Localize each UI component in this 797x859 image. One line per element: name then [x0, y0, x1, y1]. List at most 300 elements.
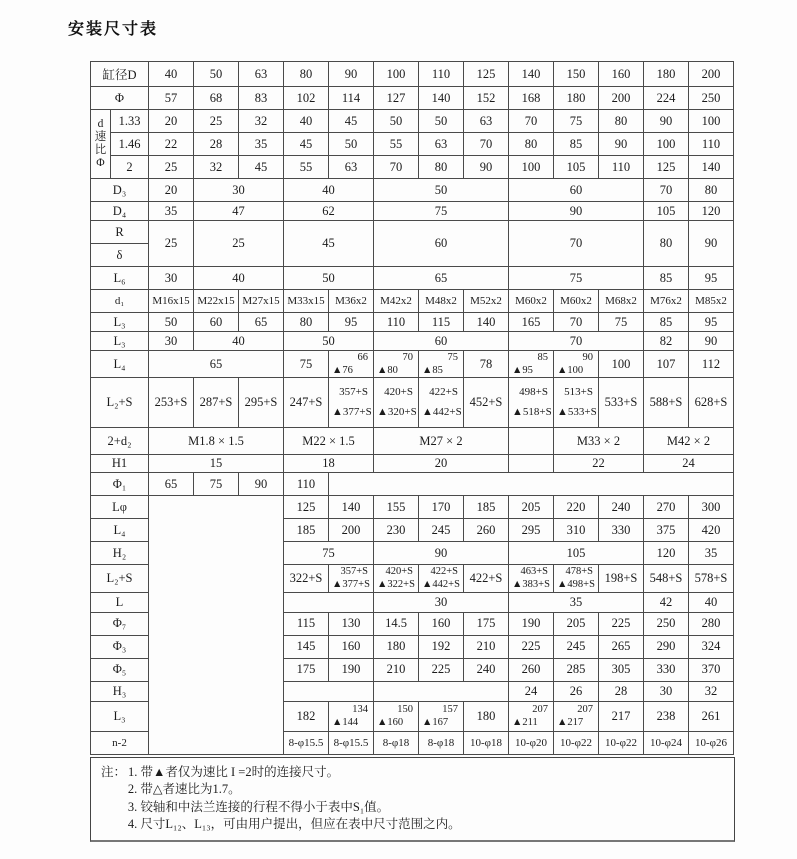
table-cell: 125: [284, 496, 329, 519]
table-cell: [374, 681, 509, 701]
table-cell: M85x2: [689, 290, 734, 313]
table-cell: 185: [464, 496, 509, 519]
table-cell: 127: [374, 87, 419, 110]
table-cell: 230: [374, 519, 419, 542]
notes-prefix: 注：: [101, 764, 127, 779]
table-cell: 68: [194, 87, 239, 110]
table-cell: 65: [149, 351, 284, 378]
table-cell: 85: [644, 313, 689, 332]
row-label: L₂+S: [91, 378, 149, 428]
table-cell: 102: [284, 87, 329, 110]
notes: [90, 757, 735, 842]
row-label: H₂: [91, 542, 149, 565]
table-cell: 100: [644, 133, 689, 156]
cell-line: ▲498+S: [557, 579, 595, 591]
row-label: R: [91, 221, 149, 244]
cell-line: 478+S: [565, 566, 593, 578]
table-cell: 50: [149, 313, 194, 332]
table-cell: 107: [644, 351, 689, 378]
table-cell: 265: [599, 635, 644, 658]
table-cell: 105: [509, 542, 644, 565]
table-cell: 32: [194, 156, 239, 179]
table-cell: 220: [554, 496, 599, 519]
row-label: [91, 110, 111, 179]
table-cell: M27x15: [239, 290, 284, 313]
table-row: [91, 455, 734, 473]
table-cell: 10-φ26: [689, 731, 734, 754]
table-row: [91, 351, 734, 378]
table-cell: 140: [329, 496, 374, 519]
table-cell: 100: [689, 110, 734, 133]
table-cell: 247+S: [284, 378, 329, 428]
cell-line: 70: [402, 352, 413, 363]
table-cell: 140: [689, 156, 734, 179]
table-cell: 305: [599, 658, 644, 681]
table-cell: 250: [644, 612, 689, 635]
table-row: [91, 378, 734, 428]
table-cell: 8-φ15.5: [329, 731, 374, 754]
table-cell: 40: [149, 62, 194, 87]
table-cell: [554, 378, 599, 428]
table-cell: 47: [194, 202, 284, 221]
table-cell: [329, 378, 374, 428]
table-cell: [329, 565, 374, 592]
table-cell: 70: [644, 179, 689, 202]
table-cell: [374, 378, 419, 428]
table-cell: 628+S: [689, 378, 734, 428]
row-label: L₄: [91, 519, 149, 542]
table-cell: 25: [194, 221, 284, 267]
table-cell: 35: [149, 202, 194, 221]
table-row: [91, 221, 734, 244]
table-cell: 25: [194, 110, 239, 133]
table-cell: 10-φ20: [509, 731, 554, 754]
table-cell: 238: [644, 701, 689, 731]
cell-line: 150: [397, 703, 413, 715]
table-cell: 105: [644, 202, 689, 221]
row-label: d₁: [91, 290, 149, 313]
table-cell: 80: [599, 110, 644, 133]
row-label: D₄: [91, 202, 149, 221]
table-cell: 65: [149, 473, 194, 496]
cell-line: ▲80: [377, 365, 398, 377]
table-cell: 182: [284, 701, 329, 731]
table-cell: 114: [329, 87, 374, 110]
table-cell: 324: [689, 635, 734, 658]
table-cell: 375: [644, 519, 689, 542]
table-cell: 253+S: [149, 378, 194, 428]
table-cell: 95: [689, 267, 734, 290]
table-cell: 75: [599, 313, 644, 332]
table-cell: 185: [284, 519, 329, 542]
note-line: [101, 764, 726, 782]
table-cell: 105: [554, 156, 599, 179]
table-cell: 63: [329, 156, 374, 179]
table-cell: 30: [149, 267, 194, 290]
table-cell: 260: [464, 519, 509, 542]
table-cell: 285: [554, 658, 599, 681]
table-cell: 115: [419, 313, 464, 332]
note-line-text: 4. 尺寸L₁₂、L₁₃，可由用户提出，但应在表中尺寸范围之内。: [127, 817, 461, 831]
cell-line: 75: [447, 352, 458, 363]
table-cell: M22 × 1.5: [284, 428, 374, 455]
table-cell: 24: [644, 455, 734, 473]
table-cell: 90: [464, 156, 509, 179]
cell-line: 463+S: [520, 566, 548, 578]
cell-line: ▲322+S: [377, 579, 415, 591]
row-label: L: [91, 592, 149, 612]
table-cell: 75: [284, 351, 329, 378]
table-cell: 90: [689, 332, 734, 351]
table-cell: 155: [374, 496, 419, 519]
table-cell: 40: [284, 179, 374, 202]
table-cell: 35: [509, 592, 644, 612]
table-cell: 322+S: [284, 565, 329, 592]
table-cell: 110: [419, 62, 464, 87]
table-row: [91, 290, 734, 313]
table-cell: 28: [599, 681, 644, 701]
table-cell: 20: [374, 455, 509, 473]
table-row: [91, 313, 734, 332]
table-row: [91, 332, 734, 351]
table-cell: 175: [464, 612, 509, 635]
table-cell: [509, 455, 554, 473]
table-cell: 20: [149, 110, 194, 133]
table-cell: [374, 701, 419, 731]
table-cell: 452+S: [464, 378, 509, 428]
note-line-text: 3. 铰轴和中法兰连接的行程不得小于表中S₁值。: [127, 799, 390, 814]
table-cell: 145: [284, 635, 329, 658]
table-cell: M27 × 2: [374, 428, 509, 455]
table-cell: 200: [599, 87, 644, 110]
table-cell: 90: [689, 221, 734, 267]
table-cell: M36x2: [329, 290, 374, 313]
table-cell: 22: [149, 133, 194, 156]
table-cell: 224: [644, 87, 689, 110]
table-cell: 240: [599, 496, 644, 519]
table-cell: 25: [149, 221, 194, 267]
table-cell: 50: [419, 110, 464, 133]
cell-line: ▲211: [512, 717, 538, 728]
table-cell: M42x2: [374, 290, 419, 313]
table-cell: 57: [149, 87, 194, 110]
table-cell: 70: [509, 221, 644, 267]
table-cell: 261: [689, 701, 734, 731]
table-cell: 45: [284, 133, 329, 156]
table-cell: 533+S: [599, 378, 644, 428]
table-cell: M60x2: [509, 290, 554, 313]
table-cell: 225: [509, 635, 554, 658]
table-cell: 330: [644, 658, 689, 681]
table-cell: 280: [689, 612, 734, 635]
table-cell: 210: [464, 635, 509, 658]
table-cell: 32: [689, 681, 734, 701]
table-cell: 35: [689, 542, 734, 565]
cell-line: 498+S: [519, 385, 548, 398]
table-cell: 110: [599, 156, 644, 179]
table-cell: 160: [419, 612, 464, 635]
table-cell: 63: [239, 62, 284, 87]
table-cell: 90: [329, 62, 374, 87]
cell-line: ▲383+S: [512, 579, 550, 591]
note-line: [101, 816, 726, 834]
table-cell: 245: [419, 519, 464, 542]
table-cell: 45: [284, 221, 374, 267]
table-cell: 125: [644, 156, 689, 179]
table-cell: M68x2: [599, 290, 644, 313]
table-cell: 115: [284, 612, 329, 635]
table-cell: 180: [374, 635, 419, 658]
table-cell: 80: [284, 313, 329, 332]
row-label: H₃: [91, 681, 149, 701]
table-cell: 20: [149, 179, 194, 202]
cell-line: ▲442+S: [422, 579, 460, 591]
table-cell: 160: [329, 635, 374, 658]
cell-line: 134: [352, 703, 368, 715]
row-label: Lφ: [91, 496, 149, 519]
table-cell: 270: [644, 496, 689, 519]
table-cell: 50: [374, 110, 419, 133]
row-label: L₆: [91, 267, 149, 290]
table-cell: 190: [329, 658, 374, 681]
cell-line: 420+S: [385, 566, 413, 578]
table-cell: 175: [284, 658, 329, 681]
table-cell: 70: [509, 110, 554, 133]
table-cell: 205: [554, 612, 599, 635]
table-cell: 100: [509, 156, 554, 179]
row-label: Φ: [91, 87, 149, 110]
table-cell: 60: [374, 221, 509, 267]
table-cell: 95: [329, 313, 374, 332]
table-cell: [329, 701, 374, 731]
note-line: [101, 799, 726, 817]
table-cell: 22: [554, 455, 644, 473]
cell-line: 速: [94, 131, 107, 144]
cell-line: ▲442+S: [422, 406, 462, 419]
table-cell: 75: [194, 473, 239, 496]
table-cell: [284, 592, 374, 612]
cell-line: Φ: [96, 156, 105, 169]
table-cell: 140: [419, 87, 464, 110]
table-cell: [509, 428, 554, 455]
cell-line: ▲167: [422, 717, 449, 728]
table-body: [91, 62, 734, 755]
cell-line: ▲518+S: [512, 406, 552, 419]
table-cell: M22x15: [194, 290, 239, 313]
cell-line: 157: [442, 703, 458, 715]
table-cell: 50: [194, 62, 239, 87]
table-cell: 225: [419, 658, 464, 681]
table-cell: 15: [149, 455, 284, 473]
row-label: 1.46: [111, 133, 149, 156]
table-cell: 192: [419, 635, 464, 658]
table-cell: 250: [689, 87, 734, 110]
cell-line: ▲377+S: [332, 579, 370, 591]
table-cell: 110: [374, 313, 419, 332]
table-row: [91, 133, 734, 156]
table-cell: 300: [689, 496, 734, 519]
table-cell: 200: [689, 62, 734, 87]
table-cell: 112: [689, 351, 734, 378]
table-cell: M76x2: [644, 290, 689, 313]
table-cell: 75: [509, 267, 644, 290]
cell-line: 85: [537, 352, 548, 363]
table-cell: 100: [599, 351, 644, 378]
table-cell: [284, 681, 374, 701]
row-label: Φ₃: [91, 635, 149, 658]
table-cell: 70: [554, 313, 599, 332]
table-cell: 82: [644, 332, 689, 351]
table-cell: 18: [284, 455, 374, 473]
table-cell: [374, 351, 419, 378]
row-label: n-2: [91, 731, 149, 754]
cell-line: ▲100: [557, 365, 584, 377]
table-row: [91, 202, 734, 221]
row-label: 2: [111, 156, 149, 179]
table-cell: 200: [329, 519, 374, 542]
cell-line: 357+S: [340, 566, 368, 578]
table-cell: 152: [464, 87, 509, 110]
page-title: 安装尺寸表: [68, 21, 159, 38]
table-cell: 90: [599, 133, 644, 156]
table-cell: 40: [689, 592, 734, 612]
table-cell: 30: [149, 332, 194, 351]
table-cell: 10-φ18: [464, 731, 509, 754]
table-cell: 150: [554, 62, 599, 87]
row-label: 1.33: [111, 110, 149, 133]
table-cell: 26: [554, 681, 599, 701]
table-cell: 140: [464, 313, 509, 332]
table-cell: [419, 378, 464, 428]
table-cell: 370: [689, 658, 734, 681]
table-row: [91, 156, 734, 179]
table-cell: 578+S: [689, 565, 734, 592]
table-cell: 90: [509, 202, 644, 221]
cell-line: ▲160: [377, 717, 404, 728]
table-cell: 40: [194, 332, 284, 351]
table-cell: 210: [374, 658, 419, 681]
table-cell: 548+S: [644, 565, 689, 592]
table-cell: 240: [464, 658, 509, 681]
table-cell: 198+S: [599, 565, 644, 592]
table-cell: 42: [644, 592, 689, 612]
table-cell: 83: [239, 87, 284, 110]
table-cell: 120: [689, 202, 734, 221]
table-cell: 8-φ18: [419, 731, 464, 754]
table-cell: 8-φ15.5: [284, 731, 329, 754]
table-cell: 75: [284, 542, 374, 565]
table-cell: 170: [419, 496, 464, 519]
table-cell: 588+S: [644, 378, 689, 428]
cell-line: 90: [582, 352, 593, 363]
table-cell: 110: [284, 473, 329, 496]
cell-line: 422+S: [429, 385, 458, 398]
table-cell: 120: [644, 542, 689, 565]
table-row: [91, 87, 734, 110]
row-label: 2+d₂: [91, 428, 149, 455]
row-label: Φ₁: [91, 473, 149, 496]
table-cell: 30: [644, 681, 689, 701]
row-label: L₃: [91, 313, 149, 332]
table-cell: 24: [509, 681, 554, 701]
table-cell: [554, 565, 599, 592]
table-cell: 310: [554, 519, 599, 542]
row-label: L₃: [91, 332, 149, 351]
table-cell: 130: [329, 612, 374, 635]
table-cell: [419, 351, 464, 378]
table-cell: 50: [329, 133, 374, 156]
row-label: Φ₇: [91, 612, 149, 635]
note-line-text: 1. 带▲者仅为速比 I =2时的连接尺寸。: [128, 764, 340, 779]
table-cell: M60x2: [554, 290, 599, 313]
row-label: L₄: [91, 351, 149, 378]
table-cell: 160: [599, 62, 644, 87]
table-row: [91, 473, 734, 496]
table-cell: 65: [239, 313, 284, 332]
table-cell: [329, 473, 734, 496]
table-cell: 245: [554, 635, 599, 658]
table-cell: M16x15: [149, 290, 194, 313]
cell-line: 357+S: [339, 385, 368, 398]
table-cell: M33 × 2: [554, 428, 644, 455]
cell-line: 66: [357, 352, 368, 363]
table-cell: 205: [509, 496, 554, 519]
cell-line: 207: [532, 703, 548, 715]
table-row: [91, 179, 734, 202]
table-cell: 180: [644, 62, 689, 87]
table-cell: 50: [284, 332, 374, 351]
table-cell: 420: [689, 519, 734, 542]
row-label: Φ₅: [91, 658, 149, 681]
table-row: [91, 62, 734, 87]
table-cell: [419, 701, 464, 731]
table-cell: 65: [374, 267, 509, 290]
table-cell: 422+S: [464, 565, 509, 592]
table-cell: M52x2: [464, 290, 509, 313]
cell-line: ▲85: [422, 365, 443, 377]
table-cell: 190: [509, 612, 554, 635]
table-cell: 90: [644, 110, 689, 133]
cell-line: ▲95: [512, 365, 533, 377]
table-cell: 30: [194, 179, 284, 202]
table-cell: 40: [194, 267, 284, 290]
table-cell: M42 × 2: [644, 428, 734, 455]
table-cell: 10-φ22: [599, 731, 644, 754]
table-cell: 295+S: [239, 378, 284, 428]
note-line: [101, 781, 726, 799]
note-line-text: 2. 带△者速比为1.7。: [127, 782, 241, 796]
cell-line: ▲76: [332, 365, 353, 377]
table-cell: 80: [419, 156, 464, 179]
row-label: L₂+S: [91, 565, 149, 592]
table-cell: 50: [284, 267, 374, 290]
table-cell: M48x2: [419, 290, 464, 313]
table-cell: 55: [374, 133, 419, 156]
table-cell: [329, 351, 374, 378]
table-cell: 100: [374, 62, 419, 87]
table-cell: 180: [554, 87, 599, 110]
table-cell: 90: [239, 473, 284, 496]
table-cell: 63: [419, 133, 464, 156]
table-cell: 70: [374, 156, 419, 179]
table-cell: [419, 565, 464, 592]
table-cell: 35: [239, 133, 284, 156]
table-cell: 70: [509, 332, 644, 351]
row-label: H1: [91, 455, 149, 473]
table-cell: 45: [329, 110, 374, 133]
table-cell: [509, 378, 554, 428]
table-row: [91, 428, 734, 455]
